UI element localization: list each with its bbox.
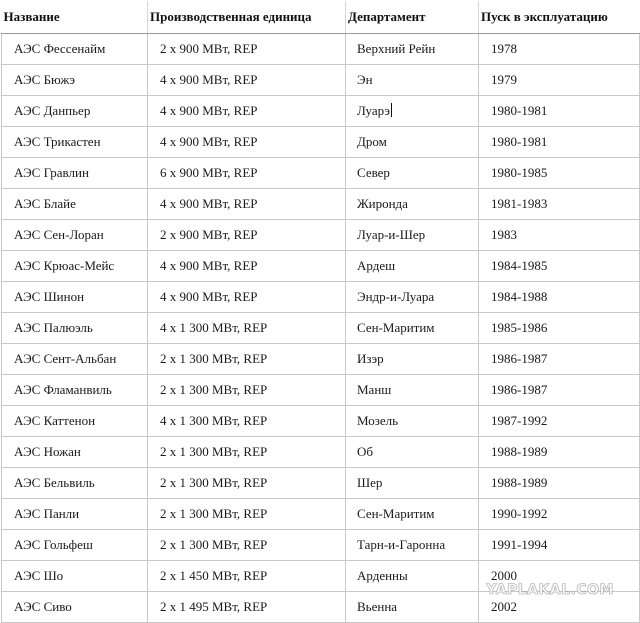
cell-name: АЭС Фессенайм xyxy=(2,34,148,65)
cell-department: Тарн-и-Гаронна xyxy=(346,530,479,561)
table-row xyxy=(2,127,640,158)
cell-unit: 4 x 900 МВт, REP xyxy=(148,96,346,127)
cell-commissioning: 1984-1985 xyxy=(479,251,640,282)
cell-unit: 2 x 900 МВт, REP xyxy=(148,34,346,65)
cell-commissioning: 1985-1986 xyxy=(479,313,640,344)
table-row xyxy=(2,468,640,499)
cell-department: Луарэ xyxy=(346,96,479,127)
cell-commissioning: 1978 xyxy=(479,34,640,65)
cell-unit: 2 x 1 300 МВт, REP xyxy=(148,468,346,499)
header-name: Название xyxy=(2,1,148,34)
table-row xyxy=(2,313,640,344)
cell-department: Манш xyxy=(346,375,479,406)
cell-commissioning: 2002 xyxy=(479,592,640,623)
text-cursor xyxy=(391,103,392,117)
cell-commissioning: 1983 xyxy=(479,220,640,251)
cell-department: Верхний Рейн xyxy=(346,34,479,65)
table-row xyxy=(2,65,640,96)
cell-name: АЭС Шо xyxy=(2,561,148,592)
cell-commissioning: 1980-1981 xyxy=(479,127,640,158)
cell-department: Сен-Маритим xyxy=(346,499,479,530)
cell-unit: 6 x 900 МВт, REP xyxy=(148,158,346,189)
cell-unit: 2 x 1 300 МВт, REP xyxy=(148,375,346,406)
cell-department: Об xyxy=(346,437,479,468)
cell-unit: 4 x 900 МВт, REP xyxy=(148,251,346,282)
cell-unit: 2 x 1 300 МВт, REP xyxy=(148,499,346,530)
cell-department: Север xyxy=(346,158,479,189)
cell-name: АЭС Гравлин xyxy=(2,158,148,189)
cell-unit: 4 x 1 300 МВт, REP xyxy=(148,406,346,437)
cell-unit: 4 x 900 МВт, REP xyxy=(148,282,346,313)
cell-department: Эндр-и-Луара xyxy=(346,282,479,313)
cell-department: Ардеш xyxy=(346,251,479,282)
cell-name: АЭС Бюжэ xyxy=(2,65,148,96)
table-row xyxy=(2,592,640,623)
watermark: YAPLAKAL.COM xyxy=(486,582,614,598)
cell-name: АЭС Гольфеш xyxy=(2,530,148,561)
table-row xyxy=(2,561,640,592)
cell-commissioning: 1988-1989 xyxy=(479,437,640,468)
table-row xyxy=(2,158,640,189)
table-body xyxy=(2,34,640,623)
table-row xyxy=(2,437,640,468)
cell-name: АЭС Сент-Альбан xyxy=(2,344,148,375)
table-row xyxy=(2,499,640,530)
cell-department: Дром xyxy=(346,127,479,158)
cell-commissioning: 1987-1992 xyxy=(479,406,640,437)
table-row xyxy=(2,251,640,282)
cell-department: Изэр xyxy=(346,344,479,375)
cell-unit: 2 x 1 495 МВт, REP xyxy=(148,592,346,623)
cell-department: Мозель xyxy=(346,406,479,437)
cell-department: Сен-Маритим xyxy=(346,313,479,344)
cell-name: АЭС Фламанвиль xyxy=(2,375,148,406)
table-row xyxy=(2,96,640,127)
cell-commissioning: 1980-1985 xyxy=(479,158,640,189)
cell-department: Вьенна xyxy=(346,592,479,623)
cell-unit: 4 x 1 300 МВт, REP xyxy=(148,313,346,344)
cell-commissioning: 1990-1992 xyxy=(479,499,640,530)
cell-name: АЭС Шинон xyxy=(2,282,148,313)
cell-unit: 2 x 1 300 МВт, REP xyxy=(148,437,346,468)
cell-commissioning: 1981-1983 xyxy=(479,189,640,220)
cell-unit: 2 x 1 300 МВт, REP xyxy=(148,344,346,375)
cell-unit: 2 x 1 300 МВт, REP xyxy=(148,530,346,561)
nuclear-plants-table xyxy=(1,1,640,623)
cell-unit: 2 x 900 МВт, REP xyxy=(148,220,346,251)
cell-unit: 4 x 900 МВт, REP xyxy=(148,65,346,96)
header-row xyxy=(2,1,640,34)
table-row xyxy=(2,189,640,220)
cell-commissioning: 1986-1987 xyxy=(479,344,640,375)
cell-commissioning: 1979 xyxy=(479,65,640,96)
table-header xyxy=(2,1,640,34)
header-commissioning: Пуск в эксплуатацию xyxy=(479,1,640,34)
cell-commissioning: 1991-1994 xyxy=(479,530,640,561)
table-row xyxy=(2,344,640,375)
cell-commissioning: 1980-1981 xyxy=(479,96,640,127)
table-row xyxy=(2,530,640,561)
table-row xyxy=(2,282,640,313)
cell-unit: 4 x 900 МВт, REP xyxy=(148,127,346,158)
cell-department: Арденны xyxy=(346,561,479,592)
cell-commissioning: 1984-1988 xyxy=(479,282,640,313)
cell-name: АЭС Палюэль xyxy=(2,313,148,344)
cell-name: АЭС Сиво xyxy=(2,592,148,623)
cell-name: АЭС Крюас-Мейс xyxy=(2,251,148,282)
cell-department: Эн xyxy=(346,65,479,96)
table-row xyxy=(2,406,640,437)
cell-commissioning: 2000 xyxy=(479,561,640,592)
cell-commissioning: 1988-1989 xyxy=(479,468,640,499)
cell-name: АЭС Сен-Лоран xyxy=(2,220,148,251)
header-department: Департамент xyxy=(346,1,479,34)
cell-name: АЭС Панли xyxy=(2,499,148,530)
cell-name: АЭС Трикастен xyxy=(2,127,148,158)
cell-name: АЭС Ножан xyxy=(2,437,148,468)
cell-name: АЭС Блайе xyxy=(2,189,148,220)
cell-name: АЭС Данпьер xyxy=(2,96,148,127)
cell-unit: 4 x 900 МВт, REP xyxy=(148,189,346,220)
table-row xyxy=(2,34,640,65)
cell-department: Луар-и-Шер xyxy=(346,220,479,251)
header-unit: Производственная единица xyxy=(148,1,346,34)
table-row xyxy=(2,375,640,406)
cell-department: Жиронда xyxy=(346,189,479,220)
cell-commissioning: 1986-1987 xyxy=(479,375,640,406)
cell-unit: 2 x 1 450 МВт, REP xyxy=(148,561,346,592)
table-row xyxy=(2,220,640,251)
cell-name: АЭС Каттенон xyxy=(2,406,148,437)
cell-name: АЭС Бельвиль xyxy=(2,468,148,499)
cell-department: Шер xyxy=(346,468,479,499)
